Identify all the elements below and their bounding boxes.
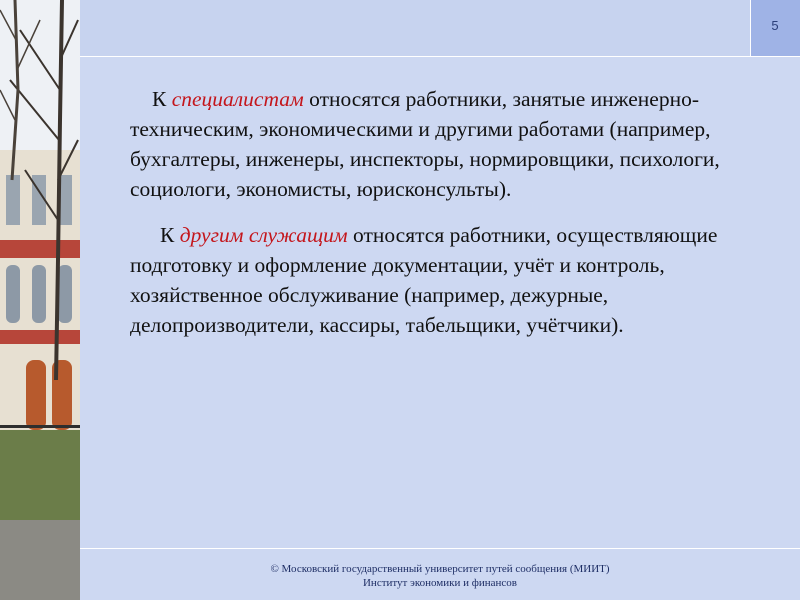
building-photo	[0, 0, 80, 600]
header-divider-line	[80, 56, 800, 57]
paragraph-text: относятся работники, осуществляющие подготовку и оформление документации, учёт и контроль, хозяйственное обслуживание (например, дежурные, делопроизводители, кассиры, табельщики, учётчики).	[130, 223, 718, 337]
paragraph-other-employees	[130, 220, 730, 340]
slide-footer	[80, 562, 800, 590]
footer-divider-line	[80, 548, 800, 549]
page-number: 5	[771, 18, 779, 33]
slide-body	[130, 84, 730, 356]
paragraph-specialists	[130, 84, 730, 204]
slide-header-band	[80, 0, 750, 56]
footer-institute: Институт экономики и финансов	[362, 577, 518, 589]
paragraph-prefix: К	[160, 223, 180, 247]
term-other-employees: другим служащим	[179, 223, 348, 247]
paragraph-prefix: К	[152, 87, 172, 111]
term-specialists: специалистам	[171, 87, 304, 111]
paragraph-text: относятся работники, занятые инженерно-техническим, экономическими и другими работами (например, бухгалтеры, инженеры, инспекторы, нормировщики, психологи, социологи, экономисты, юрисконсульты).	[130, 87, 720, 201]
footer-copyright: © Московский государственный университет путей сообщения (МИИТ)	[270, 563, 610, 575]
